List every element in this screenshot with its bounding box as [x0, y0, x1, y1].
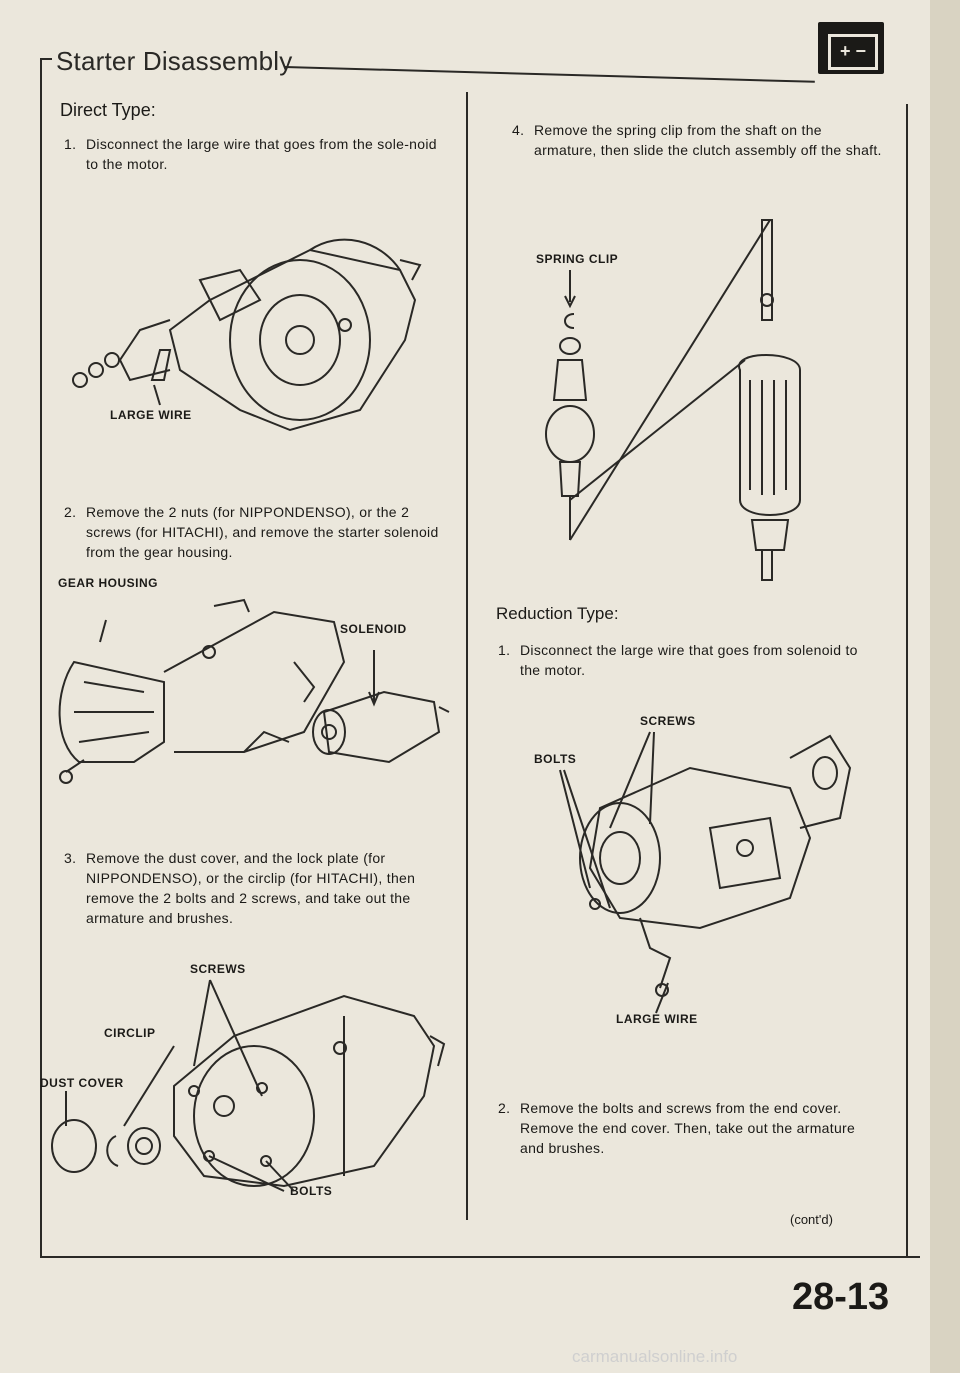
starter-direct-figure	[60, 210, 450, 440]
title-rule	[285, 66, 815, 83]
direct-step-1	[64, 134, 446, 174]
direct-step-3	[64, 848, 446, 928]
end-cover-figure	[44, 976, 454, 1206]
step-text: Remove the dust cover, and the lock plate (for NIPPONDENSO), or the circlip (for HITACHI), then remove the 2 bolts and 2 screws, and take out the armature and brushes.	[86, 850, 416, 926]
reduction-type-heading: Reduction Type:	[496, 604, 619, 623]
step-number: 2.	[498, 1100, 511, 1116]
step-text: Disconnect the large wire that goes from the sole-noid to the motor.	[86, 136, 437, 172]
reduction-step-2	[498, 1098, 880, 1158]
battery-icon	[818, 22, 884, 74]
page-title: Starter Disassembly	[56, 46, 293, 76]
step-number: 2.	[64, 504, 77, 520]
label-screws: SCREWS	[190, 962, 246, 976]
continued-note: (cont'd)	[790, 1212, 833, 1227]
step-number: 1.	[64, 136, 77, 152]
label-dust-cover: DUST COVER	[40, 1076, 124, 1090]
label-large-wire-reduction: LARGE WIRE	[616, 1012, 698, 1026]
page-number: 28-13	[792, 1276, 890, 1318]
step-text: Remove the spring clip from the shaft on the armature, then slide the clutch assembly off the shaft.	[534, 122, 882, 158]
frame-right-rule	[906, 104, 908, 1257]
step-text: Disconnect the large wire that goes from solenoid to the motor.	[520, 642, 858, 678]
label-solenoid: SOLENOID	[340, 622, 407, 636]
direct-step-2	[64, 502, 446, 562]
battery-symbol: + −	[828, 34, 878, 70]
watermark: carmanualsonline.info	[572, 1347, 738, 1366]
step-number: 3.	[64, 850, 77, 866]
gear-housing-solenoid-figure	[44, 592, 454, 802]
step-text: Remove the 2 nuts (for NIPPONDENSO), or the 2 screws (for HITACHI), and remove the starter solenoid from the gear housing.	[86, 504, 439, 560]
label-bolts-reduction: BOLTS	[534, 752, 577, 766]
reduction-step-1	[498, 640, 880, 680]
label-bolts: BOLTS	[290, 1184, 333, 1198]
armature-clutch-figure	[500, 200, 830, 600]
direct-type-heading: Direct Type:	[60, 100, 156, 120]
label-large-wire: LARGE WIRE	[110, 408, 192, 422]
step-text: Remove the bolts and screws from the end cover. Remove the end cover. Then, take out the armature and brushes.	[520, 1100, 856, 1156]
label-circlip: CIRCLIP	[104, 1026, 156, 1040]
label-screws-reduction: SCREWS	[640, 714, 696, 728]
reduction-starter-figure	[540, 728, 870, 1018]
direct-step-4	[512, 120, 884, 160]
step-number: 1.	[498, 642, 511, 658]
step-number: 4.	[512, 122, 525, 138]
label-gear-housing: GEAR HOUSING	[58, 576, 159, 590]
frame-bottom-rule	[40, 1256, 920, 1258]
column-divider	[466, 92, 468, 1220]
label-spring-clip: SPRING CLIP	[536, 252, 619, 266]
